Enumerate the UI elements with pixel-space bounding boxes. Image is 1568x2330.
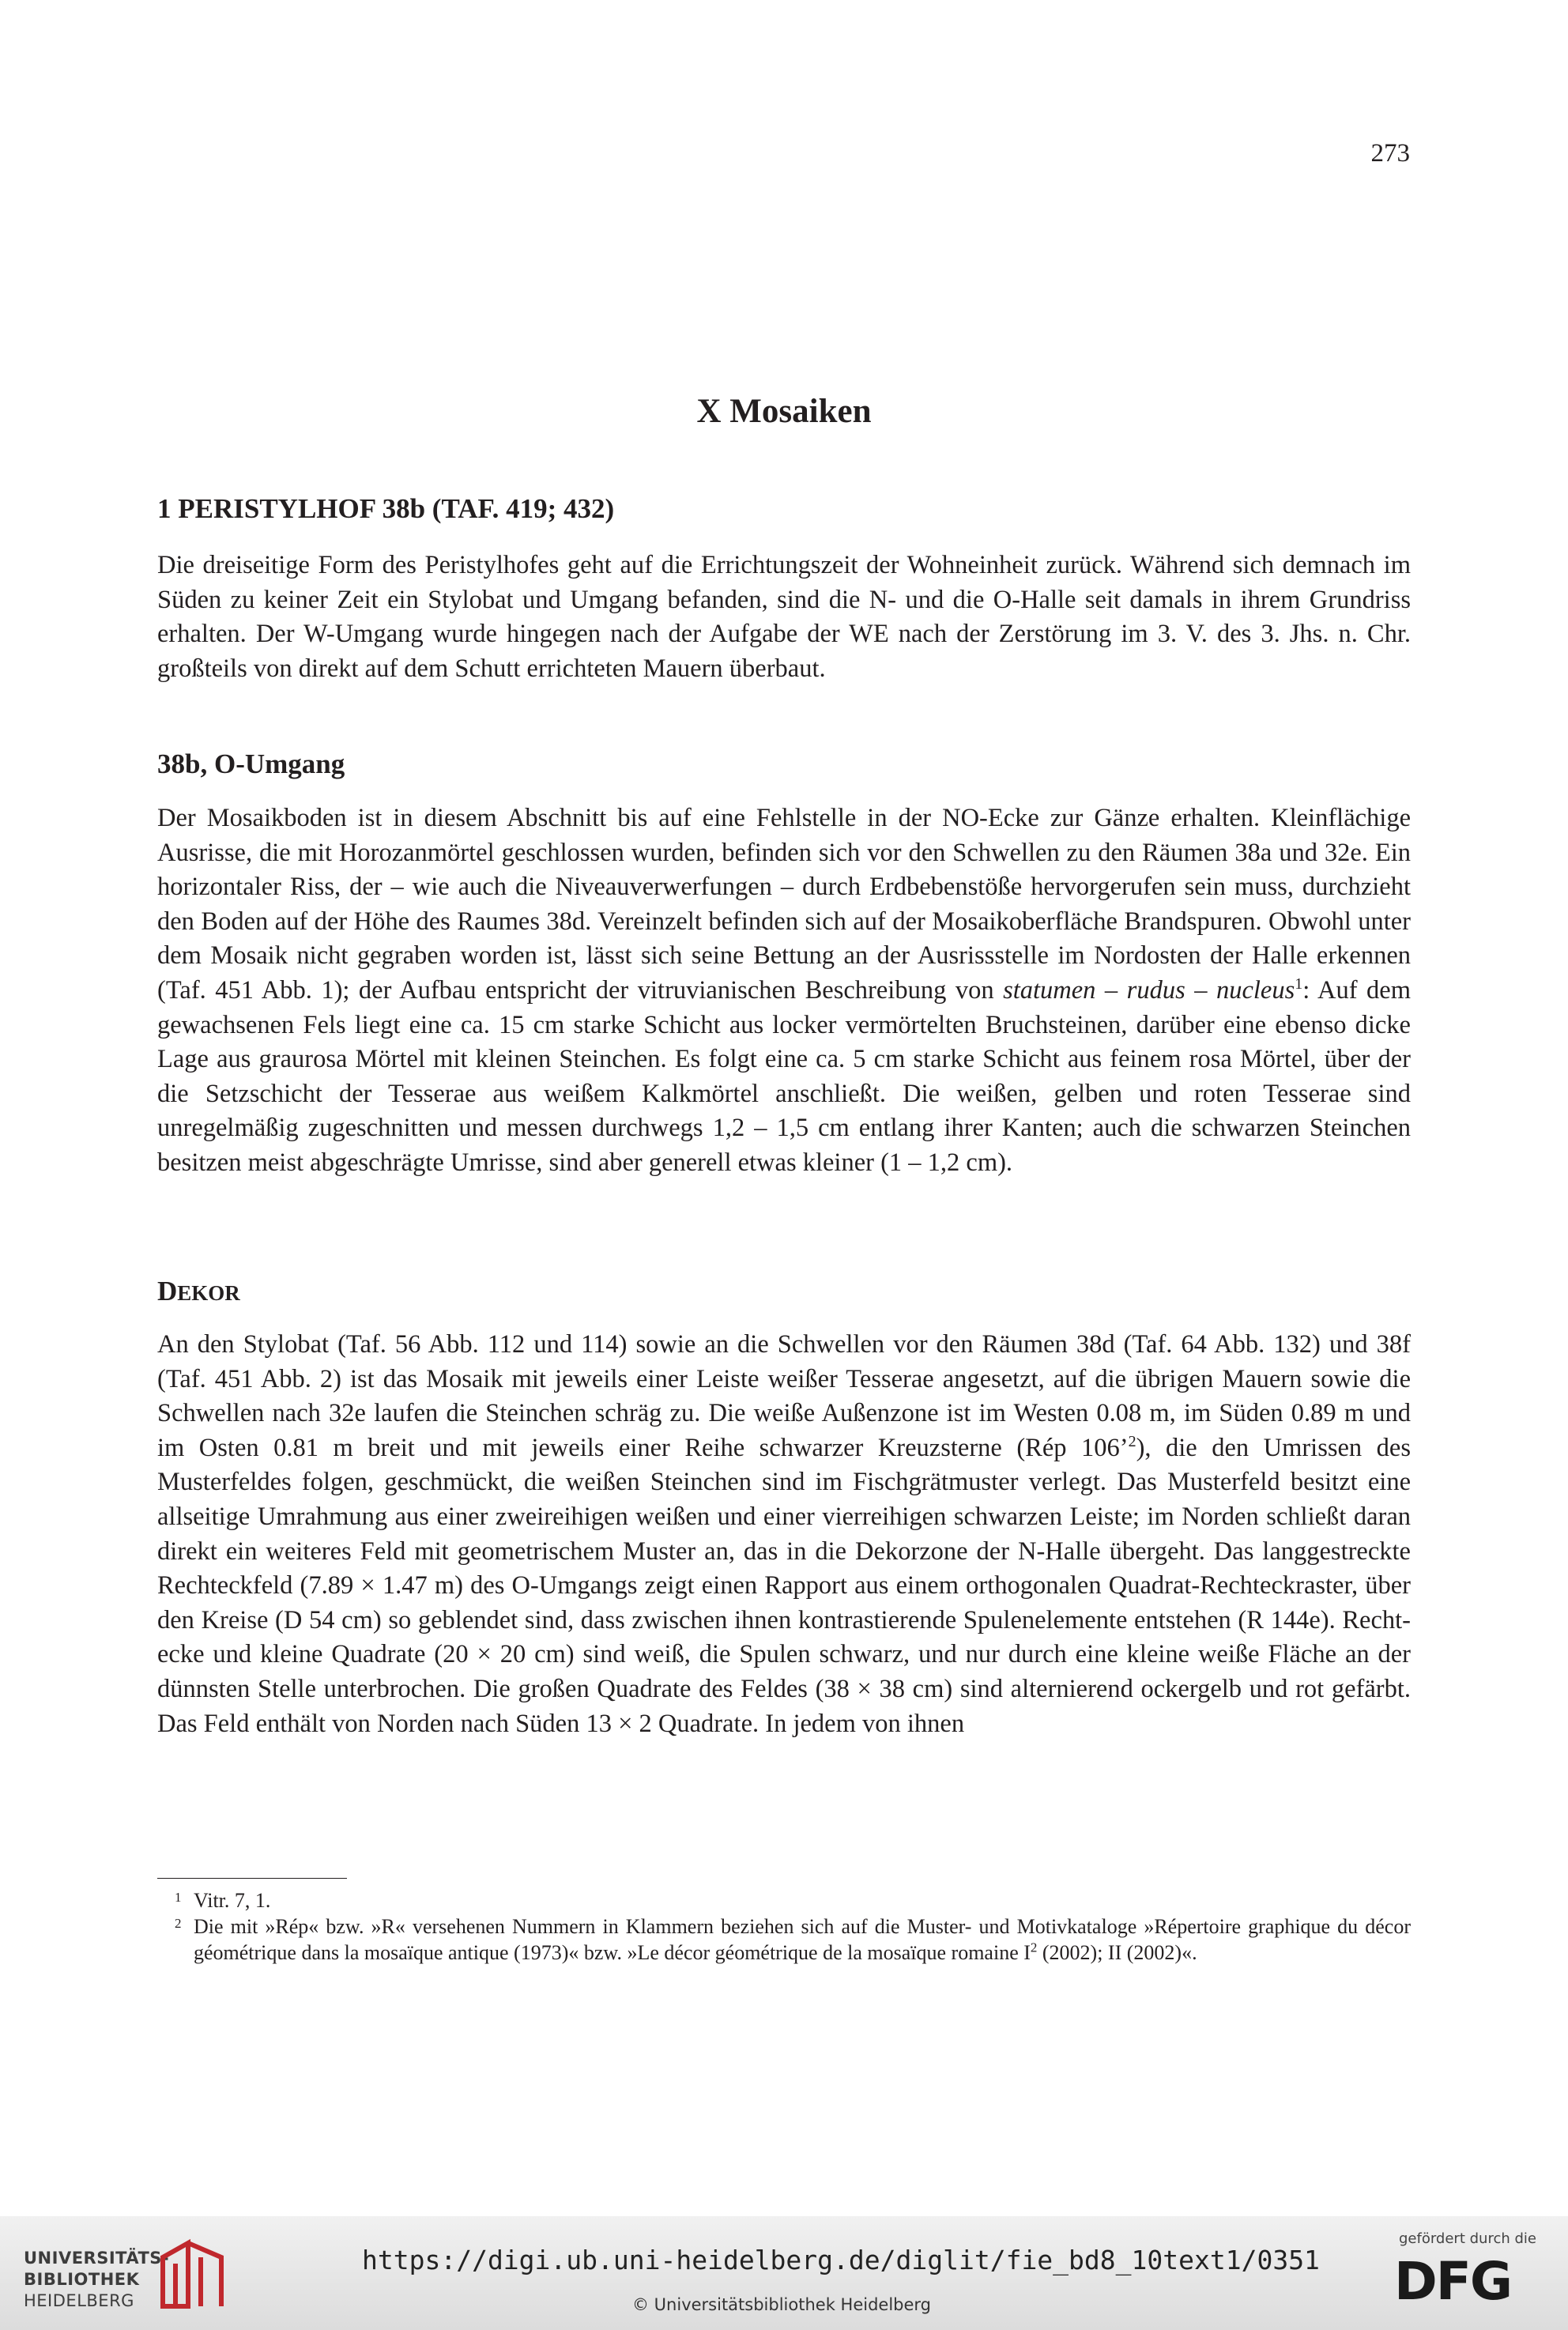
section-heading-dekor (157, 1276, 240, 1307)
footer-copyright: © Universitätsbibliothek Heidelberg (632, 2295, 932, 2314)
heading-initial: D (157, 1276, 178, 1306)
logo-line: HEIDELBERG (24, 2291, 134, 2310)
footnotes (157, 1887, 1411, 1966)
logo-line: BIBLIOTHEK (24, 2270, 140, 2289)
funding-label: gefördert durch die (1399, 2230, 1536, 2247)
footnote-text: Vitr. 7, 1. (194, 1889, 271, 1912)
footnote-ref-1[interactable]: 1 (1295, 975, 1303, 993)
footnote-number: 2 (175, 1916, 182, 1931)
paragraph-text: ), die den Umrissen des Musterfeldes folgen, geschmückt, die weißen Steinchen sind im Fischgrätmuster verlegt. Das Musterfeld besitzt eine allseitige Umrahmung aus einer zweireihigen weißen und einer vierreihigen schwarzen Leiste; im Norden schließt daran direkt ein weiteres Feld mit geometrischem Muster an, das in die Dekorzone der N-Halle übergeht. Das langgestreckte Rechteckfeld (7.89 × 1.47 m) des O-Umgangs zeigt einen Rapport aus einem orthogonalen Quadrat-Rechteckraster, über den Kreise (D 54 cm) so geblendet sind, dass zwischen ihnen kontrastierende Spulenelemente entstehen (R 144e). Rechtecke und kleine Quadrate (20 × 20 cm) sind weiß, die Spulen schwarz, und nur durch eine kleine weiße Fläche an der dünnsten Stelle unterbrochen. Die großen Quadrate des Feldes (38 × 38 cm) sind alternierend ockergelb und rot gefärbt. Das Feld enthält von Norden nach Süden 13 × 2 Quadrate. In jedem von ihnen (157, 1433, 1411, 1738)
page-number: 273 (1370, 139, 1410, 168)
paragraph-text: : Auf dem gewachsenen Fels liegt eine ca. 15 cm starke Schicht aus locker vermörtelten Bruchsteinen, darüber eine ebenso dicke Lage aus graurosa Mörtel mit kleinen Steinchen. Es folgt eine ca. 5 cm starke Schicht aus feinem rosa Mörtel, über der die Setzschicht der Tesserae aus weißem Kalkmörtel anschließt. Die weißen, gelben und roten Tesserae sind unregelmäßig zugeschnitten und messen durchwegs 1,2 – 1,5 cm entlang ihrer Kanten; auch die schwarzen Steinchen besitzen meist abgeschrägte Umrisse, sind aber generell etwas kleiner (1 – 1,2 cm). (157, 975, 1411, 1177)
paragraph-dekor (157, 1328, 1411, 1741)
library-logo-text[interactable] (24, 2248, 169, 2312)
section-heading-o-umgang: 38b, O-Umgang (157, 748, 345, 779)
footnote-superscript: 2 (1030, 1940, 1038, 1955)
footer-bar (0, 2216, 1568, 2330)
paragraph-text: Der Mosaikboden ist in diesem Abschnitt bis auf eine Fehlstelle in der NO-Ecke zur Gänze erhalten. Kleinflächige Ausrisse, die mit Horozanmörtel geschlossen wurden, befinden sich vor den Schwellen zu den Räumen 38a und 32e. Ein horizontaler Riss, der – wie auch die Niveauverwerfungen – durch Erdbebenstöße hervorgerufen sein muss, durchzieht den Boden auf der Höhe des Raumes 38d. Vereinzelt befinden sich auf der Mosaikoberfläche Brandspuren. Obwohl unter dem Mosaik nicht gegraben worden ist, lässt sich seine Bettung an der Ausrissstelle im Nordosten der Halle erkennen (Taf. 451 Abb. 1); der Aufbau entspricht der vitruvianischen Beschreibung von (157, 804, 1411, 1005)
paragraph-peristylhof: Die dreiseitige Form des Peristylhofes geht auf die Errichtungszeit der Wohneinheit zurück. Während sich demnach im Süden zu keiner Zeit ein Stylobat und Umgang befanden, sind die N- und die O-Halle seit damals in ihrem Grundriss erhalten. Der W-Umgang wurde hingegen nach der Aufgabe der WE nach der Zerstörung im 3. V. des 3. Jhs. n. Chr. großteils von direkt auf dem Schutt errichteten Mauern überbaut. (157, 551, 1411, 683)
footnote-ref-2[interactable]: 2 (1128, 1432, 1136, 1450)
section-heading-peristylhof: 1 PERISTYLHOF 38b (TAF. 419; 432) (157, 493, 615, 524)
dfg-logo[interactable]: DFG (1394, 2251, 1512, 2312)
footnote-number: 1 (175, 1890, 182, 1905)
footnote (157, 1913, 1411, 1966)
paragraph-o-umgang (157, 801, 1411, 1181)
footnote-text: Die mit »Rép« bzw. »R« versehenen Nummern in Klammern beziehen sich auf die Muster- und Motivkataloge »Répertoire graphique du décor géométrique dans la mosaïque antique (1973)« bzw. »Le décor géométrique de la mosaïque romaine I (194, 1915, 1411, 1964)
paragraph-text: An den Stylobat (Taf. 56 Abb. 112 und 114) sowie an die Schwellen vor den Räumen 38d (Taf. 64 Abb. 132) und 38f (Taf. 451 Abb. 2) ist das Mosaik mit jeweils einer Leiste weißer Tesserae angesetzt, auf die übrigen Mauern sowie die Schwellen nach 32e laufen die Steinchen schräg zu. Die weiße Außenzone ist im Westen 0.08 m, im Süden 0.89 m und im Osten 0.81 m breit und mit jeweils einer Reihe schwarzer Kreuzsterne (Rép 106’ (157, 1330, 1411, 1462)
footnote-rule (157, 1878, 347, 1879)
footnote (157, 1887, 1411, 1913)
chapter-title: X Mosaiken (696, 393, 872, 430)
heading-smallcaps: EKOR (177, 1281, 240, 1305)
library-logo-icon[interactable] (156, 2234, 228, 2313)
latin-terms: statumen – rudus – nucleus (1003, 975, 1295, 1005)
logo-line: UNIVERSITÄTS- (24, 2249, 170, 2268)
footer-url-link[interactable]: https://digi.ub.uni-heidelberg.de/diglit/fie_bd8_10text1/0351 (362, 2245, 1320, 2275)
footnote-text: (2002); II (2002)«. (1037, 1941, 1197, 1964)
